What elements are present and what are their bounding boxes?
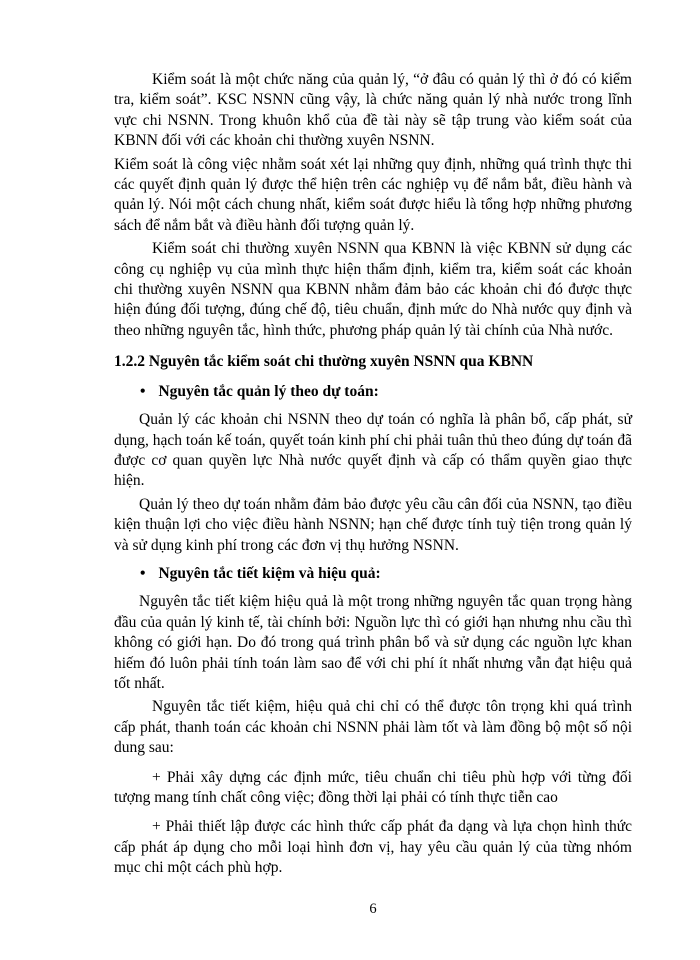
paragraph-thrift-efficiency-explanation: Nguyên tắc tiết kiệm hiệu quả là một trong những nguyên tắc quan trọng hàng đầu của quản lý kinh tế, tài chính bởi: Nguồn lực thì có giới hạn nhưng nhu cầu thì không có giới hạn. Do đó trong quá trình phân bổ và sử dụng các nguồn lực khan hiếm đó luôn phải tính toán làm sao để với chi phí ít nhất nhưng vẫn đạt hiệu quả tốt nhất. — [114, 593, 632, 692]
page-number: 6 — [369, 901, 377, 917]
bullet-icon: • — [140, 382, 146, 400]
bullet-item-budget-estimate-principle — [140, 382, 632, 402]
bullet-label: Nguyên tắc quản lý theo dự toán: — [158, 382, 379, 400]
paragraph-plus-item-allocation-forms: + Phải thiết lập được các hình thức cấp phát đa dạng và lựa chọn hình thức cấp phát áp dụng cho mỗi loại hình đơn vị, hay yêu cầu quản lý của từng nhóm mục chi một cách phù hợp. — [114, 818, 632, 877]
bullet-icon: • — [140, 564, 146, 582]
paragraph-estimate-management-meaning: Quản lý các khoản chi NSNN theo dự toán có nghĩa là phân bổ, cấp phát, sử dụng, hạch toán kế toán, quyết toán kinh phí chi phải tuân thủ theo đúng dự toán đã được cơ quan quyền lực Nhà nước quyết định và cấp có thẩm quyền giao thực hiện. — [114, 411, 632, 490]
paragraph-ksc-recurrent-spending-definition: Kiểm soát chi thường xuyên NSNN qua KBNN là việc KBNN sử dụng các công cụ nghiệp vụ của mình thực hiện thẩm định, kiểm tra, kiểm soát các khoản chi thường xuyên NSNN qua KBNN nhằm đảm bảo các khoản chi đó được thực hiện đúng đối tượng, đúng chế độ, tiêu chuẩn, định mức do Nhà nước quy định và theo những nguyên tắc, hình thức, phương pháp quản lý tài chính của Nhà nước. — [114, 240, 632, 339]
section-heading-1-2-2: 1.2.2 Nguyên tắc kiểm soát chi thường xuyên NSNN qua KBNN — [114, 353, 534, 371]
paragraph-thrift-efficiency-conditions: Nguyên tắc tiết kiệm, hiệu quả chi chỉ có thể được tôn trọng khi quá trình cấp phát, thanh toán các khoản chi NSNN phải làm tốt và làm đồng bộ một số nội dung sau: — [114, 698, 632, 757]
bullet-item-thrift-efficiency-principle — [140, 564, 632, 584]
paragraph-estimate-management-purpose: Quản lý theo dự toán nhằm đảm bảo được yêu cầu cân đối của NSNN, tạo điều kiện thuận lợi cho việc điều hành NSNN; hạn chế được tính tuỳ tiện trong quản lý và sử dụng kinh phí trong các đơn vị thụ hưởng NSNN. — [114, 495, 632, 554]
paragraph-plus-item-norms-standards: + Phải xây dựng các định mức, tiêu chuẩn chi tiêu phù hợp với từng đối tượng mang tính chất công việc; đồng thời lại phải có tính thực tiễn cao — [114, 768, 632, 806]
bullet-label: Nguyên tắc tiết kiệm và hiệu quả: — [158, 564, 381, 582]
paragraph-control-function-definition: Kiểm soát là một chức năng của quản lý, “ở đâu có quản lý thì ở đó có kiểm tra, kiểm soát”. KSC NSNN cũng vậy, là chức năng quản lý nhà nước trong lĩnh vực chi NSNN. Trong khuôn khổ của đề tài này sẽ tập trung vào kiểm soát của KBNN đối với các khoản chi thường xuyên NSNN. — [114, 71, 632, 150]
page-content — [114, 70, 632, 882]
paragraph-control-explanation: Kiểm soát là công việc nhằm soát xét lại những quy định, những quá trình thực thi các quyết định quản lý được thể hiện trên các nghiệp vụ để nắm bắt, điều hành và quản lý. Nói một cách chung nhất, kiểm soát được hiểu là tổng hợp những phương sách để nắm bắt và điều hành đối tượng quản lý. — [114, 155, 632, 234]
page-footer — [114, 900, 632, 918]
